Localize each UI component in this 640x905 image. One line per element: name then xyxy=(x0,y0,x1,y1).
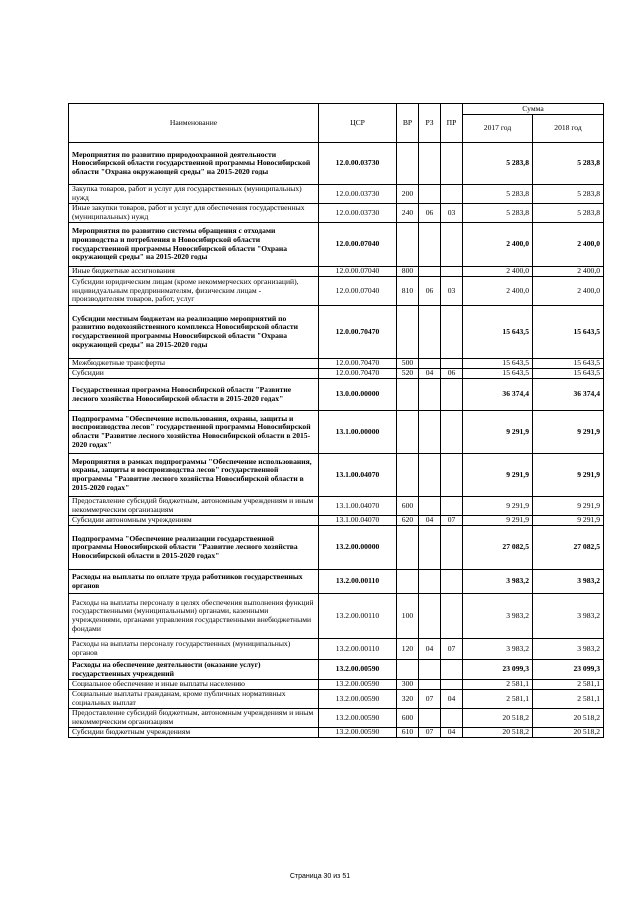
cell-2018: 15 643,5 xyxy=(533,359,604,369)
cell-2017: 9 291,9 xyxy=(463,454,533,497)
cell-rz: 06 xyxy=(419,204,441,223)
cell-pr xyxy=(441,306,463,359)
cell-pr: 03 xyxy=(441,204,463,223)
cell-csr: 12.0.00.03730 xyxy=(319,204,397,223)
cell-2018: 2 581,1 xyxy=(533,690,604,709)
cell-name: Подпрограмма "Обеспечение реализации государственной программы Новосибирской области "Развитие лесного хозяйства Новосибирской области в 2015-2020 годах" xyxy=(69,526,319,570)
cell-pr xyxy=(441,223,463,267)
cell-vr: 610 xyxy=(397,728,419,738)
cell-name: Расходы на выплаты персоналу в целях обеспечения выполнения функций государственными (муниципальными) органами, казенными учреждениями, органами управления государственными внебюджетными фондами xyxy=(69,594,319,639)
cell-2017: 9 291,9 xyxy=(463,411,533,454)
cell-2018: 2 400,0 xyxy=(533,277,604,306)
cell-vr: 800 xyxy=(397,267,419,277)
cell-pr xyxy=(441,680,463,690)
cell-rz xyxy=(419,143,441,185)
cell-2018: 20 518,2 xyxy=(533,709,604,728)
cell-name: Расходы на выплаты по оплате труда работников государственных органов xyxy=(69,570,319,594)
cell-2017: 20 518,2 xyxy=(463,728,533,738)
cell-name: Мероприятия в рамках подпрограммы "Обеспечение использования, охраны, защиты и воспроизводства лесов" государственной программы "Развитие лесного хозяйства Новосибирской области в 2015-2020 годах" xyxy=(69,454,319,497)
cell-rz xyxy=(419,306,441,359)
table-row xyxy=(69,185,604,204)
cell-csr: 12.0.00.07040 xyxy=(319,267,397,277)
cell-csr: 13.2.00.00590 xyxy=(319,728,397,738)
cell-pr xyxy=(441,185,463,204)
cell-2017: 15 643,5 xyxy=(463,359,533,369)
cell-2018: 2 400,0 xyxy=(533,267,604,277)
cell-2017: 15 643,5 xyxy=(463,306,533,359)
cell-csr: 12.0.00.07040 xyxy=(319,277,397,306)
cell-2017: 9 291,9 xyxy=(463,516,533,526)
cell-name: Социальное обеспечение и иные выплаты населению xyxy=(69,680,319,690)
cell-pr xyxy=(441,411,463,454)
cell-name: Расходы на выплаты персоналу государственных (муниципальных) органов xyxy=(69,639,319,660)
cell-csr: 13.1.00.00000 xyxy=(319,411,397,454)
cell-rz: 04 xyxy=(419,516,441,526)
cell-name: Межбюджетные трансферты xyxy=(69,359,319,369)
cell-2018: 3 983,2 xyxy=(533,639,604,660)
cell-pr: 04 xyxy=(441,728,463,738)
cell-2017: 15 643,5 xyxy=(463,369,533,379)
cell-pr: 07 xyxy=(441,639,463,660)
cell-vr xyxy=(397,306,419,359)
cell-rz xyxy=(419,497,441,516)
cell-rz: 07 xyxy=(419,728,441,738)
header-vr: ВР xyxy=(397,104,419,143)
cell-name: Субсидии юридическим лицам (кроме некоммерческих организаций), индивидуальным предпринимателям, физическим лицам - производителям товаров, работ, услуг xyxy=(69,277,319,306)
cell-pr xyxy=(441,709,463,728)
table-row xyxy=(69,709,604,728)
cell-pr xyxy=(441,379,463,411)
header-csr: ЦСР xyxy=(319,104,397,143)
cell-2017: 2 581,1 xyxy=(463,680,533,690)
cell-vr: 620 xyxy=(397,516,419,526)
table-row xyxy=(69,526,604,570)
cell-2017: 3 983,2 xyxy=(463,639,533,660)
cell-rz xyxy=(419,709,441,728)
cell-rz xyxy=(419,223,441,267)
cell-rz xyxy=(419,680,441,690)
cell-2018: 15 643,5 xyxy=(533,369,604,379)
cell-vr: 240 xyxy=(397,204,419,223)
cell-2018: 2 581,1 xyxy=(533,680,604,690)
table-row xyxy=(69,204,604,223)
cell-name: Государственная программа Новосибирской области "Развитие лесного хозяйства Новосибирской области в 2015-2020 годах" xyxy=(69,379,319,411)
cell-2017: 5 283,8 xyxy=(463,204,533,223)
cell-pr xyxy=(441,594,463,639)
cell-vr: 600 xyxy=(397,709,419,728)
cell-2017: 27 082,5 xyxy=(463,526,533,570)
cell-vr: 500 xyxy=(397,359,419,369)
cell-2018: 5 283,8 xyxy=(533,204,604,223)
cell-pr xyxy=(441,143,463,185)
cell-pr: 06 xyxy=(441,369,463,379)
cell-2017: 3 983,2 xyxy=(463,570,533,594)
cell-pr xyxy=(441,526,463,570)
header-name: Наименование xyxy=(69,104,319,143)
cell-2017: 2 400,0 xyxy=(463,267,533,277)
cell-csr: 13.2.00.00590 xyxy=(319,660,397,680)
cell-pr xyxy=(441,497,463,516)
cell-vr xyxy=(397,526,419,570)
cell-name: Мероприятия по развитию природоохранной деятельности Новосибирской области государственной программы Новосибирской области "Охрана окружающей среды" на 2015-2020 годы xyxy=(69,143,319,185)
cell-vr xyxy=(397,570,419,594)
header-pr: ПР xyxy=(441,104,463,143)
cell-2017: 5 283,8 xyxy=(463,185,533,204)
table-row xyxy=(69,379,604,411)
table-row xyxy=(69,690,604,709)
cell-name: Предоставление субсидий бюджетным, автономным учреждениям и иным некоммерческим организациям xyxy=(69,497,319,516)
cell-2017: 2 400,0 xyxy=(463,223,533,267)
header-row-top xyxy=(69,104,604,115)
cell-vr xyxy=(397,143,419,185)
cell-csr: 12.0.00.70470 xyxy=(319,369,397,379)
cell-name: Закупка товаров, работ и услуг для государственных (муниципальных) нужд xyxy=(69,185,319,204)
header-2018: 2018 год xyxy=(533,115,604,143)
cell-vr xyxy=(397,454,419,497)
cell-name: Предоставление субсидий бюджетным, автономным учреждениям и иным некоммерческим организациям xyxy=(69,709,319,728)
cell-csr: 13.0.00.00000 xyxy=(319,379,397,411)
cell-2017: 2 581,1 xyxy=(463,690,533,709)
cell-2018: 3 983,2 xyxy=(533,594,604,639)
cell-vr: 300 xyxy=(397,680,419,690)
cell-csr: 12.0.00.03730 xyxy=(319,185,397,204)
table-row xyxy=(69,306,604,359)
cell-csr: 13.2.00.00590 xyxy=(319,709,397,728)
cell-csr: 12.0.00.07040 xyxy=(319,223,397,267)
cell-rz: 07 xyxy=(419,690,441,709)
cell-name: Социальные выплаты гражданам, кроме публичных нормативных социальных выплат xyxy=(69,690,319,709)
cell-vr: 600 xyxy=(397,497,419,516)
cell-2018: 36 374,4 xyxy=(533,379,604,411)
table-row xyxy=(69,497,604,516)
cell-pr: 04 xyxy=(441,690,463,709)
cell-csr: 13.2.00.00000 xyxy=(319,526,397,570)
table-row xyxy=(69,728,604,738)
table-row xyxy=(69,516,604,526)
header-rz: РЗ xyxy=(419,104,441,143)
cell-csr: 13.1.00.04070 xyxy=(319,497,397,516)
table-row xyxy=(69,143,604,185)
cell-vr xyxy=(397,660,419,680)
cell-rz xyxy=(419,359,441,369)
cell-2017: 5 283,8 xyxy=(463,143,533,185)
cell-2017: 20 518,2 xyxy=(463,709,533,728)
cell-csr: 13.2.00.00590 xyxy=(319,680,397,690)
cell-rz xyxy=(419,411,441,454)
cell-2017: 3 983,2 xyxy=(463,594,533,639)
cell-csr: 13.1.00.04070 xyxy=(319,516,397,526)
cell-csr: 13.2.00.00110 xyxy=(319,639,397,660)
cell-2017: 23 099,3 xyxy=(463,660,533,680)
cell-vr: 200 xyxy=(397,185,419,204)
table-row xyxy=(69,660,604,680)
cell-vr: 100 xyxy=(397,594,419,639)
cell-name: Иные бюджетные ассигнования xyxy=(69,267,319,277)
table-row xyxy=(69,639,604,660)
cell-pr xyxy=(441,660,463,680)
cell-2018: 27 082,5 xyxy=(533,526,604,570)
cell-vr xyxy=(397,411,419,454)
cell-pr: 07 xyxy=(441,516,463,526)
header-sum: Сумма xyxy=(463,104,604,115)
cell-name: Подпрограмма "Обеспечение использования, охраны, защиты и воспроизводства лесов" государственной программы Новосибирской области "Развитие лесного хозяйства Новосибирской области в 2015-2020 годах" xyxy=(69,411,319,454)
cell-rz xyxy=(419,185,441,204)
cell-name: Субсидии автономным учреждениям xyxy=(69,516,319,526)
cell-rz xyxy=(419,594,441,639)
cell-2017: 9 291,9 xyxy=(463,497,533,516)
cell-vr xyxy=(397,223,419,267)
cell-csr: 13.1.00.04070 xyxy=(319,454,397,497)
cell-rz xyxy=(419,454,441,497)
cell-pr xyxy=(441,570,463,594)
cell-rz: 04 xyxy=(419,639,441,660)
table-row xyxy=(69,411,604,454)
cell-rz: 06 xyxy=(419,277,441,306)
cell-vr: 520 xyxy=(397,369,419,379)
cell-2018: 9 291,9 xyxy=(533,411,604,454)
cell-rz xyxy=(419,660,441,680)
cell-rz xyxy=(419,526,441,570)
table-row xyxy=(69,277,604,306)
cell-2018: 9 291,9 xyxy=(533,497,604,516)
cell-name: Мероприятия по развитию системы обращения с отходами производства и потребления в Новосибирской области государственной программы Новосибирской области "Охрана окружающей среды" на 2015-2020 годы xyxy=(69,223,319,267)
cell-vr: 810 xyxy=(397,277,419,306)
table-row xyxy=(69,369,604,379)
cell-2018: 2 400,0 xyxy=(533,223,604,267)
table-row xyxy=(69,267,604,277)
cell-vr xyxy=(397,379,419,411)
cell-name: Субсидии бюджетным учреждениям xyxy=(69,728,319,738)
cell-rz xyxy=(419,267,441,277)
header-2017: 2017 год xyxy=(463,115,533,143)
cell-pr xyxy=(441,267,463,277)
cell-2018: 9 291,9 xyxy=(533,454,604,497)
cell-2018: 15 643,5 xyxy=(533,306,604,359)
cell-csr: 12.0.00.03730 xyxy=(319,143,397,185)
cell-2017: 36 374,4 xyxy=(463,379,533,411)
page-number: Страница 30 из 51 xyxy=(289,873,351,880)
table-body xyxy=(69,143,604,738)
cell-2018: 3 983,2 xyxy=(533,570,604,594)
budget-table xyxy=(68,103,604,738)
table-row xyxy=(69,359,604,369)
cell-csr: 13.2.00.00110 xyxy=(319,594,397,639)
cell-2018: 20 518,2 xyxy=(533,728,604,738)
cell-name: Субсидии местным бюджетам на реализацию мероприятий по развитию водохозяйственного комплекса Новосибирской области государственной программы Новосибирской области "Охрана окружающей среды" на 2015-2020 годы xyxy=(69,306,319,359)
cell-2017: 2 400,0 xyxy=(463,277,533,306)
cell-pr xyxy=(441,454,463,497)
cell-2018: 5 283,8 xyxy=(533,185,604,204)
cell-2018: 23 099,3 xyxy=(533,660,604,680)
cell-pr xyxy=(441,359,463,369)
cell-name: Иные закупки товаров, работ и услуг для обеспечения государственных (муниципальных) нужд xyxy=(69,204,319,223)
cell-csr: 13.2.00.00110 xyxy=(319,570,397,594)
cell-csr: 12.0.00.70470 xyxy=(319,306,397,359)
cell-rz: 04 xyxy=(419,369,441,379)
table-row xyxy=(69,454,604,497)
cell-vr: 320 xyxy=(397,690,419,709)
cell-2018: 9 291,9 xyxy=(533,516,604,526)
cell-csr: 13.2.00.00590 xyxy=(319,690,397,709)
table-row xyxy=(69,594,604,639)
table-row xyxy=(69,570,604,594)
cell-vr: 120 xyxy=(397,639,419,660)
cell-2018: 5 283,8 xyxy=(533,143,604,185)
table-row xyxy=(69,680,604,690)
cell-rz xyxy=(419,379,441,411)
table-row xyxy=(69,223,604,267)
cell-csr: 12.0.00.70470 xyxy=(319,359,397,369)
cell-name: Расходы на обеспечение деятельности (оказание услуг) государственных учреждений xyxy=(69,660,319,680)
cell-rz xyxy=(419,570,441,594)
cell-name: Субсидии xyxy=(69,369,319,379)
cell-pr: 03 xyxy=(441,277,463,306)
